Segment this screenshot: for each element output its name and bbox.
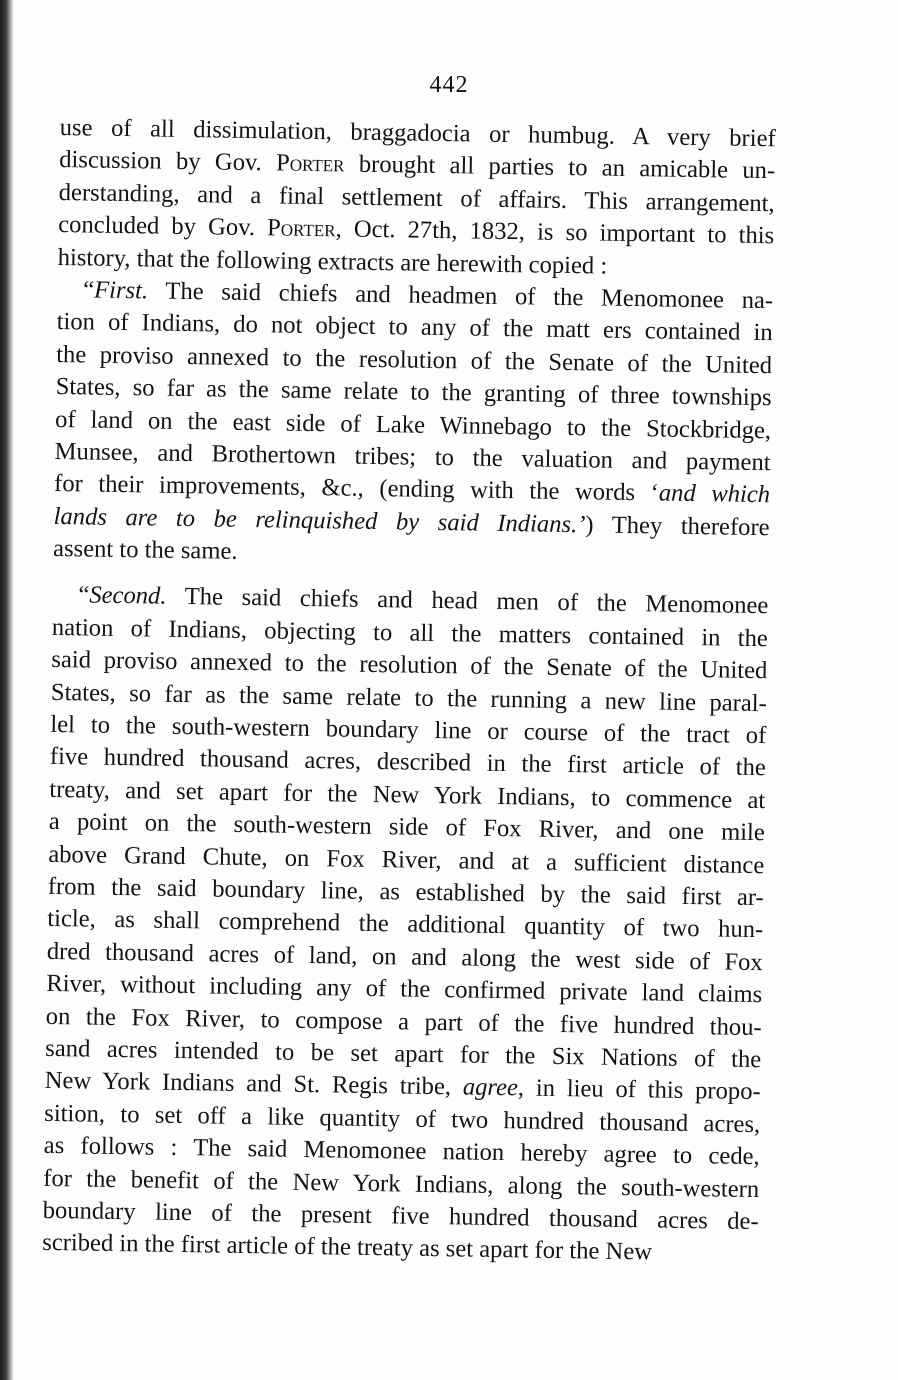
text-run: boundary line of the present five hundred thousand acres de- bbox=[42, 1196, 759, 1235]
text-run: brought all parties to an amicable un- bbox=[344, 150, 776, 185]
text-run: five hundred thousand acres, described in the first article of the bbox=[49, 743, 766, 782]
paragraph-continuation bbox=[57, 112, 775, 285]
text-run: of land on the east side of Lake Winnebago to the Stockbridge, bbox=[54, 405, 772, 444]
text-run: dred thousand acres of land, on and along the west side of Fox bbox=[46, 937, 763, 976]
text-run: as follows : The said Menomonee nation hereby agree to cede, bbox=[43, 1131, 760, 1171]
text-run: States, so far as the same relate to the running a new line paral- bbox=[50, 678, 768, 717]
text-run: the proviso annexed to the resolution of the Senate of the United bbox=[55, 340, 773, 379]
text-run: tion of Indians, do not object to any of the matt ers contained in bbox=[56, 308, 773, 347]
text-run: discussion by Gov. bbox=[59, 146, 277, 177]
text-run: on the Fox River, to compose a part of the five hundred thou- bbox=[45, 1002, 762, 1041]
text-run: history, that the following extracts are herewith copied : bbox=[57, 243, 608, 280]
text-run: assent to the same. bbox=[52, 535, 238, 565]
italic-text: Second. bbox=[89, 581, 167, 611]
text-run: for their improvements, &c., (ending with the words ‘ bbox=[53, 470, 660, 507]
text-run: sand acres intended to be set apart for the Six Nations of the bbox=[45, 1034, 762, 1074]
text-run: said proviso annexed to the resolution of the Senate of the United bbox=[51, 646, 768, 685]
italic-text: First. bbox=[93, 276, 149, 305]
text-run: “ bbox=[82, 276, 95, 304]
paragraph-second bbox=[42, 579, 769, 1270]
body-text bbox=[42, 112, 776, 1271]
text-run: “ bbox=[78, 581, 90, 609]
text-run: States, so far as the same relate to the granting of three townships bbox=[55, 373, 772, 412]
text-run: Munsee, and Brothertown tribes; to the valuation and payment bbox=[54, 437, 771, 477]
text-run: , Oct. 27th, 1832, is so important to this bbox=[335, 215, 775, 250]
text-run: use of all dissimulation, braggadocia or humbug. A very brief bbox=[59, 113, 776, 153]
text-run: from the said boundary line, as established by the said first ar- bbox=[47, 872, 764, 912]
text-run: lel to the south-western boundary line or course of the tract of bbox=[50, 710, 767, 750]
italic-text: and which bbox=[658, 479, 771, 509]
text-run: , in lieu of this propo- bbox=[517, 1074, 761, 1106]
text-run: ) They therefore bbox=[585, 510, 770, 541]
text-run: treaty, and set apart for the New York Indians, to commence at bbox=[49, 775, 766, 814]
small-caps-name: Porter bbox=[275, 149, 345, 178]
text-run: River, without including any of the confirmed private land claims bbox=[46, 970, 763, 1009]
text-run: a point on the south-western side of Fox River, and one mile bbox=[48, 808, 765, 847]
text-run: above Grand Chute, on Fox River, and at a sufficient distance bbox=[48, 840, 765, 879]
paragraph-first bbox=[53, 274, 773, 577]
text-run: The said chiefs and head men of the Menomonee bbox=[166, 583, 769, 620]
page-edge-shadow bbox=[0, 0, 14, 1380]
text-run: The said chiefs and headmen of the Menomonee na- bbox=[147, 277, 774, 315]
text-run: nation of Indians, objecting to all the matters contained in the bbox=[51, 613, 769, 653]
text-run: sition, to set off a like quantity of two hundred thousand acres, bbox=[44, 1099, 761, 1138]
text-run: concluded by Gov. bbox=[58, 211, 268, 242]
text-run: for the benefit of the New York Indians, along the south-western bbox=[43, 1164, 760, 1203]
text-run: derstanding, and a final settlement of affairs. This arrangement, bbox=[58, 178, 775, 218]
small-caps-name: Porter bbox=[266, 214, 336, 243]
text-run: ticle, as shall comprehend the additional quantity of two hun- bbox=[47, 905, 764, 944]
text-run: New York Indians and St. Regis tribe, bbox=[44, 1067, 464, 1101]
text-run: scribed in the first article of the treaty as set apart for the New bbox=[42, 1229, 653, 1266]
italic-text: lands are to be relinquished by said Indians.’ bbox=[53, 502, 586, 538]
italic-text: agree bbox=[462, 1073, 519, 1102]
page-number: 442 bbox=[429, 72, 469, 98]
